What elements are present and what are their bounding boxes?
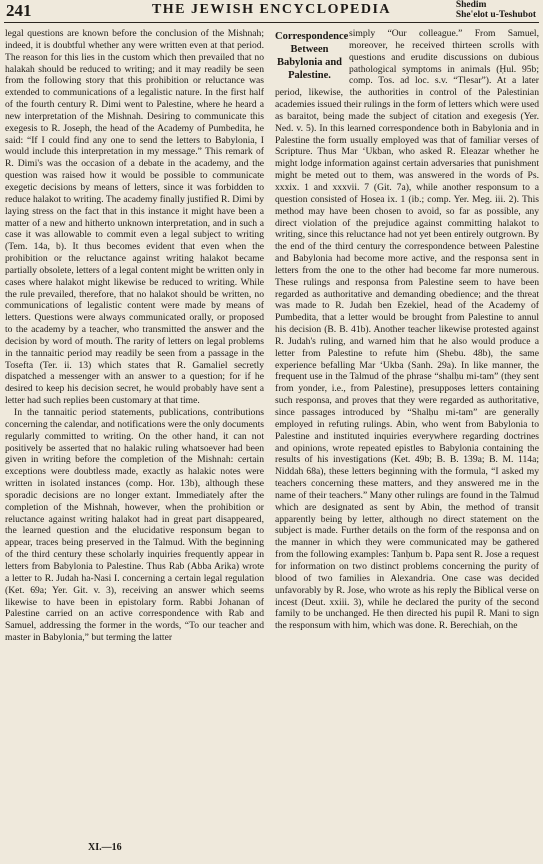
running-head-line-2: She'elot u-Teshubot	[455, 10, 536, 20]
right-column	[275, 28, 539, 840]
left-paragraph-2: In the tannaitic period statements, publications, contributions concerning the calendar, and notifications were the only documents regularly committed to writing. On the other hand, it can not positively be asserted that no halakic ruling whatsoever had been given in writing before the completion of the Mishnah: certain exceptions were doubtless made, exactly as halakic notes were written in isolated instances (comp. Hor. 13b), although these sporadic decisions are no longer extant. Immediately after the completion of the Mishnah, however, when the prohibition or reluctance against writing halakot had in great part disappeared, the learned question and the elucidative responsum began to appear, traces being preserved in the Talmud. With the beginning of the third century these scholarly inquiries frequently appear in letters from Babylonia to Palestine. Thus Rab (Abba Arika) wrote a letter to R. Judah ha-Nasi I. concerning a certain legal regulation (Ket. 69a; Yer. Git. v. 3), receiving an answer which seems likewise to have been in epistolary form. Rabbi Johanan of Palestine carried on an active correspondence with Rab and Samuel, addressing the former in the words, “To our teacher and master in Babylonia,” but terming the latter	[5, 407, 264, 644]
right-paragraph-1: simply “Our colleague.” From Samuel, moreover, he received thirteen scrolls with questions and erudite discussions on dubious pathological symptoms in animals (Ḥul. 95b; comp. Tos. ad loc. s.v. “Tlesar”). At a later period, likewise, the authorities in control of the Palestinian academies issued their rulings in the form of letters which were used as baraitot, being made the subject of citation and exegesis (Yer. Ned. v. 5). In this learned correspondence both in Babylonia and in Palestine the form usually employed was that of familiar verses of Scripture. Thus Mar ‘Ukban, who asked R. Eleazar whether he might lodge information against certain adversaries that punishment might be meted out to them, was answered in the words of Ps. xxxix. 1 and xxxvii. 7 (Git. 7a), while another responsum to a question consisted of Hosea ix. 1 (ib.; comp. Yer. Meg. iii. 2). This method may have been chosen to avoid, so far as possible, any direct violation of the prejudice against committing halakot to writing, since this reluctance had not yet been entirely outgrown. By the end of the third century the correspondence between Palestine and Babylonia had become more active, and the responsa sent in letters from the one to the other had become far more numerous. These rulings and responsa from Palestine seem to have been regarded as authoritative and demanding obedience; and the threat was made to R. Judah ben Ezekiel, head of the Academy of Pumbedita, that a letter would be brought from Palestine to annul his decision (B. B. 41b). Another teacher likewise protested against R. Judah's ruling, and warned him that he also would produce a letter from Palestine to refute him (Shebu. 48b), the same experience befalling Mar ‘Ukba (Sanh. 29a). In like manner, the frequent use in the Talmud of the phrase “shalḥu mi-tam” (they sent from yonder, i.e., from Palestine), presupposes letters containing such responsa, and proves that they were regarded as authoritative, since passages introduced by “Shalḥu mi-tam” are generally employed in refuting rulings. Abin, who went from Babylonia to Palestine and instituted inquiries everywhere regarding doctrines and opinions, wrote repeated epistles to Babylonia containing the results of his investigations (Ket. 49b; B. B. 139a; B. M. 114a; Niddah 68a), these letters beginning with the formula, “I asked my teachers concerning these matters, and they answered me in the name of their teachers.” Many other rulings are found in the Talmud which are designated as sent by Abin, the method of transit apparently being by letter, although no direct statement on the subject is made. Further details on the form of the responsa and on the manner in which they were communicated may be gathered from the following examples: Tanḥum b. Papa sent R. Jose a request for information on two distinct problems concerning the purity of blood of two families in Alexandria. One case was decided unfavorably by R. Jose, who wrote as his reply the Biblical verse on incest (Deut. xxiii. 3), while he declared the purity of the second family to be unchanged. He then directed his pupil R. Mani to sign the responsum with him, which was done. R. Berechiah, on the	[275, 28, 539, 632]
side-heading: Correspondence Between Babylonia and Palestine.	[275, 31, 349, 81]
signature-mark: XI.—16	[88, 842, 122, 853]
left-paragraph-1: legal questions are known before the conclusion of the Mishnah; indeed, it is doubtful whether any were written even at that period. The reason for this lies in the custom which then prevailed that no halakah should be reduced to writing; and it may readily be seen from the following story that this prohibition or reluctance was extended to communications of a legalistic nature. In the first half of the fourth century R. Dimi went to Palestine, where he heard a new interpretation of the Mishnah. Desiring to communicate this exegesis to R. Joseph, the head of the Academy of Pumbedita, he said: “If I could find any one to send the letters to Babylonia, I would include this interpretation in my message.” This remark of R. Dimi's was the occasion of a debate in the academy, and the question was raised how it would be possible to communicate exegetic decisions by means of letters, since it was forbidden to reduce halakot to writing. The academy finally justified R. Dimi by laying stress on the fact that in this instance it might have been a matter of a new and hitherto unknown interpretation, and in such a case it was allowable to commit even a legal subject to writing (Tem. 14a, b). It thus becomes evident that even when the prohibition or the reluctance against writing halakot became partially obsolete, letters of a legal content might be written only in cases where halakot might likewise be reduced to writing. While the rule prevailed, therefore, that no halakot should be written, no communications of legalistic content were made by means of letters. Questions were always communicated orally, or proposed to the academy by a teacher, who transmitted the answer and the decision by word of mouth. The rarity of letters on legal problems in the tannaitic period may readily be seen from a passage in the Tosefta (Ter. ii. 13) which states that R. Gamaliel secretly dispatched a messenger with an answer to a question; for if he desired to keep his decision secret, he would probably have sent a letter had such replies been customary at that time.	[5, 28, 264, 407]
running-head	[456, 0, 536, 20]
running-head-line-1: Shedim	[455, 0, 487, 10]
page-number: 241	[6, 1, 32, 20]
left-column	[5, 28, 264, 840]
page-header	[4, 0, 539, 23]
journal-title: THE JEWISH ENCYCLOPEDIA	[151, 2, 392, 17]
